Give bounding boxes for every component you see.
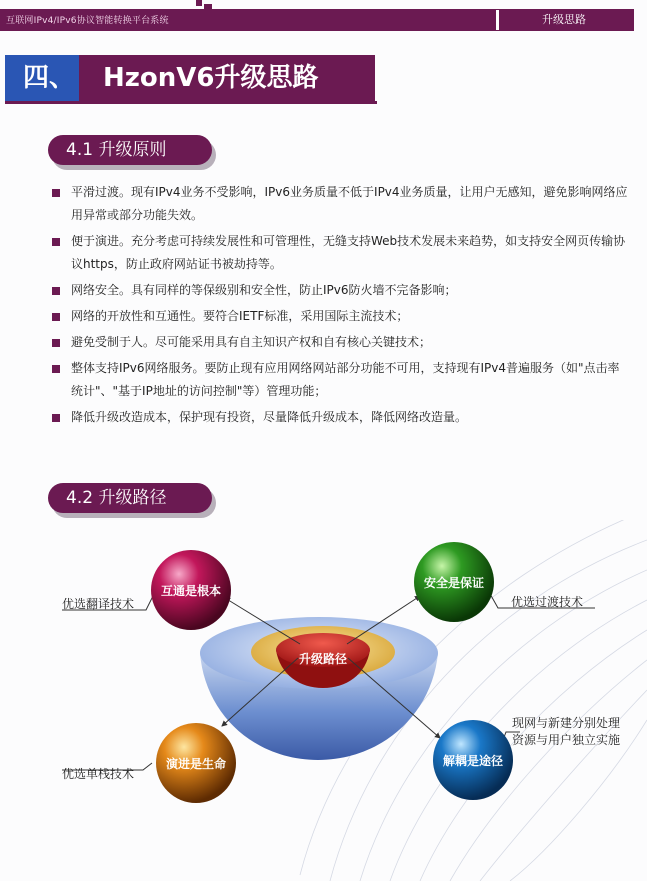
list-item xyxy=(52,406,630,429)
bullet-square-icon xyxy=(52,414,60,422)
list-item xyxy=(52,305,630,328)
page-title: HzonV6升级思路 xyxy=(79,55,375,101)
bullet-square-icon xyxy=(52,238,60,246)
list-item xyxy=(52,331,630,354)
bullet-square-icon xyxy=(52,365,60,373)
decorative-square xyxy=(196,0,202,6)
note-decoupling-line2: 资源与用户独立实施 xyxy=(512,733,621,747)
list-item-text: 降低升级改造成本，保护现有投资，尽量降低升级成本，降低网络改造量。 xyxy=(71,410,468,424)
bullet-square-icon xyxy=(52,313,60,321)
bullet-square-icon xyxy=(52,287,60,295)
list-item-text: 便于演进。充分考虑可持续发展性和可管理性，无缝支持Web技术发展未来趋势，如支持安全网页传输协议https，防止政府网站证书被劫持等。 xyxy=(71,234,626,271)
sphere-label-interoperability: 互通是根本 xyxy=(160,584,221,598)
list-item-text: 整体支持IPv6网络服务。要防止现有应用网络网站部分功能不可用，支持现有IPv4普遍服务（如"点击率统计"、"基于IP地址的访问控制"等）管理功能； xyxy=(71,361,620,398)
list-item-text: 网络安全。具有同样的等保级别和安全性，防止IPv6防火墙不完备影响； xyxy=(71,283,457,297)
principles-list xyxy=(52,181,630,432)
sphere-label-decoupling: 解耦是途径 xyxy=(442,754,503,768)
bullet-square-icon xyxy=(52,189,60,197)
sphere-label-security: 安全是保证 xyxy=(423,576,484,590)
list-item xyxy=(52,230,630,276)
list-item xyxy=(52,181,630,227)
sphere-label-evolution: 演进是生命 xyxy=(165,757,226,771)
bullet-square-icon xyxy=(52,339,60,347)
section-heading-4-2: 4.2 升级路径 xyxy=(48,483,212,513)
note-transition-tech: 优选过渡技术 xyxy=(511,595,584,609)
section-heading-4-1: 4.1 升级原则 xyxy=(48,135,212,165)
list-item-text: 网络的开放性和互通性。要符合IETF标准，采用国际主流技术； xyxy=(71,309,409,323)
list-item-text: 平滑过渡。现有IPv4业务不受影响，IPv6业务质量不低于IPv4业务质量，让用户无感知，避免影响网络应用异常或部分功能失效。 xyxy=(71,185,628,222)
list-item xyxy=(52,357,630,403)
decorative-square xyxy=(214,10,220,16)
bowl-graphic xyxy=(200,617,438,760)
document-title: 互联网IPv4/IPv6协议智能转换平台系统 xyxy=(6,16,169,26)
chapter-number: 四、 xyxy=(5,55,79,101)
center-label: 升级路径 xyxy=(298,652,347,666)
note-decoupling-line1: 现网与新建分别处理 xyxy=(512,716,621,730)
decorative-square xyxy=(204,4,212,12)
note-translation-tech: 优选翻译技术 xyxy=(62,597,135,611)
upgrade-path-diagram xyxy=(0,520,647,881)
title-underline xyxy=(5,101,377,104)
list-item-text: 避免受制于人。尽可能采用具有自主知识产权和自有核心关键技术； xyxy=(71,335,432,349)
note-single-stack-tech: 优选单栈技术 xyxy=(62,767,135,781)
section-tab: 升级思路 xyxy=(496,10,629,30)
list-item xyxy=(52,279,630,302)
